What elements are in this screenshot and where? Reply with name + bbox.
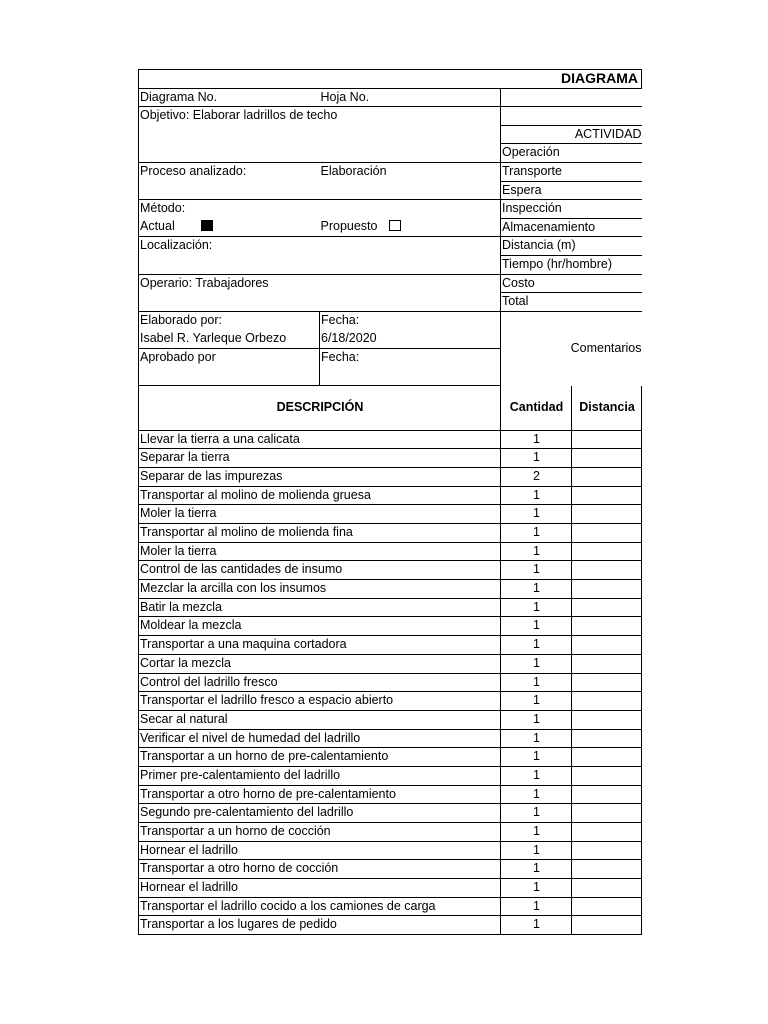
step-row <box>139 505 642 524</box>
step-row <box>139 430 642 449</box>
step-distance <box>572 879 642 898</box>
step-description: Transportar a los lugares de pedido <box>139 916 501 935</box>
step-description: Transportar al molino de molienda gruesa <box>139 486 501 505</box>
step-row <box>139 860 642 879</box>
step-description: Mezclar la arcilla con los insumos <box>139 580 501 599</box>
step-distance <box>572 860 642 879</box>
step-description: Transportar a otro horno de pre-calentamiento <box>139 785 501 804</box>
step-row <box>139 636 642 655</box>
step-quantity: 1 <box>501 449 572 468</box>
step-row <box>139 841 642 860</box>
step-distance <box>572 897 642 916</box>
summary-blank-top <box>501 88 642 107</box>
steps-table <box>138 386 642 935</box>
step-row <box>139 580 642 599</box>
step-quantity: 1 <box>501 766 572 785</box>
step-distance <box>572 785 642 804</box>
step-description: Batir la mezcla <box>139 598 501 617</box>
step-quantity: 1 <box>501 486 572 505</box>
step-description: Transportar a una maquina cortadora <box>139 636 501 655</box>
step-description: Separar la tierra <box>139 449 501 468</box>
step-distance <box>572 580 642 599</box>
step-description: Separar de las impurezas <box>139 467 501 486</box>
step-quantity: 1 <box>501 598 572 617</box>
step-row <box>139 766 642 785</box>
step-row <box>139 823 642 842</box>
step-row <box>139 748 642 767</box>
step-row <box>139 467 642 486</box>
distance-column-header: Distancia <box>572 386 642 430</box>
step-description: Secar al natural <box>139 710 501 729</box>
step-distance <box>572 841 642 860</box>
step-description: Control de las cantidades de insumo <box>139 561 501 580</box>
step-row <box>139 486 642 505</box>
summary-row-wait: Espera <box>501 181 642 200</box>
step-distance <box>572 598 642 617</box>
step-description: Transportar a un horno de pre-calentamiento <box>139 748 501 767</box>
step-description: Primer pre-calentamiento del ladrillo <box>139 766 501 785</box>
step-distance <box>572 766 642 785</box>
summary-row-inspection: Inspección <box>501 200 642 219</box>
location-label: Localización: <box>139 237 501 256</box>
step-row <box>139 542 642 561</box>
step-distance <box>572 617 642 636</box>
step-quantity: 1 <box>501 580 572 599</box>
step-distance <box>572 467 642 486</box>
prepared-date-label: Fecha: <box>320 311 501 330</box>
description-column-header: DESCRIPCIÓN <box>139 386 501 430</box>
step-quantity: 1 <box>501 561 572 580</box>
current-label: Actual <box>140 219 175 234</box>
sheet-no-label: Hoja No. <box>320 88 501 107</box>
summary-row-transport: Transporte <box>501 162 642 181</box>
step-row <box>139 449 642 468</box>
approved-by-label: Aprobado por <box>139 348 320 367</box>
approved-date-label: Fecha: <box>320 348 501 367</box>
summary-blank-2 <box>501 107 642 126</box>
step-distance <box>572 748 642 767</box>
step-distance <box>572 430 642 449</box>
step-row <box>139 879 642 898</box>
comments-label: Comentarios <box>570 341 642 356</box>
step-quantity: 1 <box>501 823 572 842</box>
prepared-by-label: Elaborado por: <box>139 311 320 330</box>
proposed-label: Propuesto <box>320 219 378 234</box>
step-description: Hornear el ladrillo <box>139 879 501 898</box>
process-diagram-sheet <box>138 69 641 935</box>
diagram-no-label: Diagrama No. <box>139 88 320 107</box>
objective-text: Objetivo: Elaborar ladrillos de techo <box>139 107 501 126</box>
step-row <box>139 524 642 543</box>
step-quantity: 1 <box>501 860 572 879</box>
summary-row-cost: Costo <box>501 274 642 293</box>
step-description: Moler la tierra <box>139 505 501 524</box>
step-description: Moldear la mezcla <box>139 617 501 636</box>
step-quantity: 1 <box>501 729 572 748</box>
step-distance <box>572 542 642 561</box>
step-description: Transportar a un horno de cocción <box>139 823 501 842</box>
step-row <box>139 617 642 636</box>
step-quantity: 1 <box>501 617 572 636</box>
summary-row-total: Total <box>501 293 642 312</box>
operator-text: Operario: Trabajadores <box>139 274 501 293</box>
step-quantity: 1 <box>501 692 572 711</box>
prepared-by-name: Isabel R. Yarleque Orbezo <box>139 330 320 349</box>
step-quantity: 1 <box>501 879 572 898</box>
step-description: Llevar la tierra a una calicata <box>139 430 501 449</box>
process-value: Elaboración <box>320 162 501 181</box>
step-quantity: 1 <box>501 524 572 543</box>
objective-cont <box>139 125 501 144</box>
step-distance <box>572 486 642 505</box>
step-row <box>139 804 642 823</box>
location-blank <box>139 255 501 274</box>
step-quantity: 1 <box>501 505 572 524</box>
step-row <box>139 561 642 580</box>
step-distance <box>572 823 642 842</box>
method-label: Método: <box>139 200 501 219</box>
diagram-header-table <box>138 69 642 386</box>
step-quantity: 2 <box>501 467 572 486</box>
step-description: Transportar el ladrillo cocido a los camiones de carga <box>139 897 501 916</box>
step-quantity: 1 <box>501 542 572 561</box>
process-blank <box>139 181 501 200</box>
process-label: Proceso analizado: <box>139 162 320 181</box>
operator-blank <box>139 293 501 312</box>
objective-cont-2 <box>139 144 501 163</box>
step-distance <box>572 654 642 673</box>
summary-row-operation: Operación <box>501 144 642 163</box>
step-quantity: 1 <box>501 636 572 655</box>
step-distance <box>572 524 642 543</box>
step-row <box>139 729 642 748</box>
step-description: Cortar la mezcla <box>139 654 501 673</box>
diagram-title: DIAGRAMA <box>139 70 642 89</box>
step-distance <box>572 710 642 729</box>
step-description: Hornear el ladrillo <box>139 841 501 860</box>
step-quantity: 1 <box>501 710 572 729</box>
step-distance <box>572 505 642 524</box>
step-row <box>139 897 642 916</box>
step-quantity: 1 <box>501 916 572 935</box>
step-description: Control del ladrillo fresco <box>139 673 501 692</box>
step-description: Transportar el ladrillo fresco a espacio abierto <box>139 692 501 711</box>
step-row <box>139 692 642 711</box>
method-proposed <box>320 218 501 237</box>
step-distance <box>572 804 642 823</box>
step-quantity: 1 <box>501 430 572 449</box>
step-distance <box>572 636 642 655</box>
step-row <box>139 785 642 804</box>
step-quantity: 1 <box>501 897 572 916</box>
proposed-checkbox-icon[interactable] <box>389 220 401 231</box>
step-distance <box>572 916 642 935</box>
step-distance <box>572 449 642 468</box>
method-current <box>139 218 320 237</box>
step-description: Verificar el nivel de humedad del ladrillo <box>139 729 501 748</box>
activity-header: ACTIVIDAD <box>574 126 642 141</box>
approved-blank <box>139 367 320 386</box>
step-description: Moler la tierra <box>139 542 501 561</box>
summary-row-time: Tiempo (hr/hombre) <box>501 255 642 274</box>
step-quantity: 1 <box>501 673 572 692</box>
prepared-date-value: 6/18/2020 <box>320 330 501 349</box>
approved-date-blank <box>320 367 501 386</box>
step-description: Transportar a otro horno de cocción <box>139 860 501 879</box>
step-row <box>139 673 642 692</box>
summary-row-distance: Distancia (m) <box>501 237 642 256</box>
step-quantity: 1 <box>501 804 572 823</box>
current-checkbox-icon[interactable] <box>201 220 213 231</box>
step-distance <box>572 692 642 711</box>
step-description: Transportar al molino de molienda fina <box>139 524 501 543</box>
summary-row-storage: Almacenamiento <box>501 218 642 237</box>
step-quantity: 1 <box>501 654 572 673</box>
step-description: Segundo pre-calentamiento del ladrillo <box>139 804 501 823</box>
steps-body <box>139 430 642 935</box>
step-distance <box>572 561 642 580</box>
step-distance <box>572 729 642 748</box>
step-row <box>139 654 642 673</box>
step-quantity: 1 <box>501 785 572 804</box>
step-row <box>139 710 642 729</box>
step-row <box>139 598 642 617</box>
step-distance <box>572 673 642 692</box>
step-quantity: 1 <box>501 841 572 860</box>
step-row <box>139 916 642 935</box>
step-quantity: 1 <box>501 748 572 767</box>
quantity-column-header: Cantidad <box>501 386 572 430</box>
